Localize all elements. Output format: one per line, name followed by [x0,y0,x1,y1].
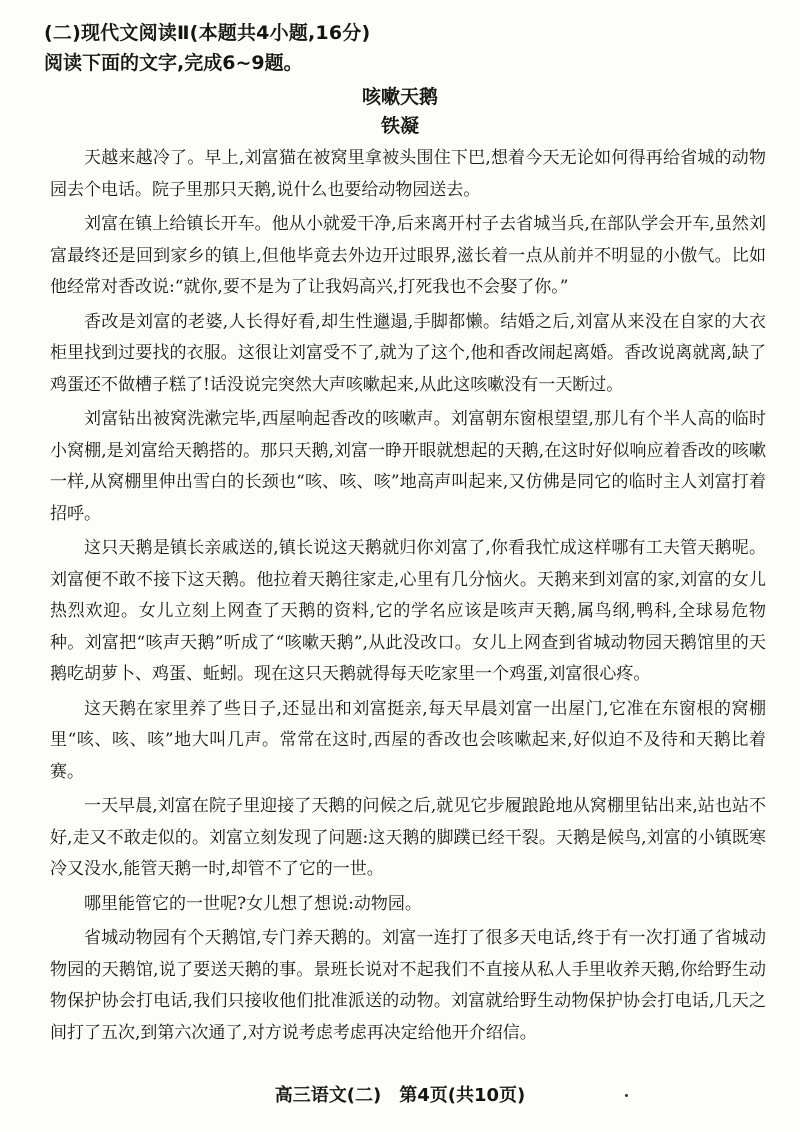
paragraph-6: 这天鹅在家里养了些日子,还显出和刘富挺亲,每天早晨刘富一出屋门,它准在东窗根的窝棚里“咳、咳、咳”地大叫几声。常常在这时,西屋的香改也会咳嗽起来,好似迫不及待和天鹅比着赛。 [50,698,766,782]
article-body [50,143,766,1052]
paragraph-4: 刘富钻出被窝洗漱完毕,西屋响起香改的咳嗽声。刘富朝东窗根望望,那儿有个半人高的临时小窝棚,是刘富给天鹅搭的。那只天鹅,刘富一睁开眼就想起的天鹅,在这时好似响应着香改的咳嗽一样,从窝棚里伸出雪白的长颈也“咳、咳、咳”地高声叫起来,又仿佛是同它的临时主人刘富打着招呼。 [50,409,766,524]
paragraph-1: 天越来越冷了。早上,刘富猫在被窝里拿被头围住下巴,想着今天无论如何得再给省城的动物园去个电话。院子里那只天鹅,说什么也要给动物园送去。 [50,148,766,200]
article-title: 咳嗽天鹅 [361,86,438,108]
paragraph-7: 一天早晨,刘富在院子里迎接了天鹅的问候之后,就见它步履踉跄地从窝棚里钻出来,站也站不好,走又不敢走似的。刘富立刻发现了问题:这天鹅的脚蹼已经干裂。天鹅是候鸟,刘富的小镇既寒冷又没水,能管天鹅一时,却管不了它的一世。 [50,796,766,879]
paragraph-3: 香改是刘富的老婆,人长得好看,却生性邋遢,手脚都懒。结婚之后,刘富从来没在自家的大衣柜里找到过要找的衣服。这很让刘富受不了,就为了这个,他和香改闹起离婚。香改说离就离,缺了鸡蛋还不做槽子糕了!话没说完突然大声咳嗽起来,从此这咳嗽没有一天断过。 [50,311,766,395]
paragraph-5: 这只天鹅是镇长亲戚送的,镇长说这天鹅就归你刘富了,你看我忙成这样哪有工夫管天鹅呢。刘富便不敢不接下这天鹅。他拉着天鹅往家走,心里有几分恼火。天鹅来到刘富的家,刘富的女儿热烈欢迎。女儿立刻上网查了天鹅的资料,它的学名应该是咳声天鹅,属鸟纲,鸭科,全球易危物种。刘富把“咳声天鹅”听成了“咳嗽天鹅”,从此没改口。女儿上网查到省城动物园天鹅馆里的天鹅吃胡萝卜、鸡蛋、蚯蚓。现在这只天鹅就得每天吃家里一个鸡蛋,刘富很心疼。 [50,538,766,684]
reading-instruction: 阅读下面的文字,完成6~9题。 [44,52,303,74]
paragraph-9: 省城动物园有个天鹅馆,专门养天鹅的。刘富一连打了很多天电话,终于有一次打通了省城动物园的天鹅馆,说了要送天鹅的事。景班长说对不起我们不直接从私人手里收养天鹅,你给野生动物保护协会打电话,我们只接收他们批准派送的动物。刘富就给野生动物保护协会打电话,几天之间打了五次,到第六次通了,对方说考虑考虑再决定给他开介绍信。 [50,928,766,1043]
paragraph-8: 哪里能管它的一世呢?女儿想了想说:动物园。 [84,893,422,914]
section-header: (二)现代文阅读Ⅱ(本题共4小题,16分) [44,22,371,44]
paragraph-2: 刘富在镇上给镇长开车。他从小就爱干净,后来离开村子去省城当兵,在部队学会开车,虽然刘富最终还是回到家乡的镇上,但他毕竟去外边开过眼界,滋长着一点从前并不明显的小傲气。比如他经常对香改说:“就你,要不是为了让我妈高兴,打死我也不会娶了你。” [50,214,766,297]
page-footer: 高三语文(二) 第4页(共10页) [274,1085,526,1106]
article-author: 铁凝 [380,115,419,137]
scan-speck [625,1094,628,1097]
